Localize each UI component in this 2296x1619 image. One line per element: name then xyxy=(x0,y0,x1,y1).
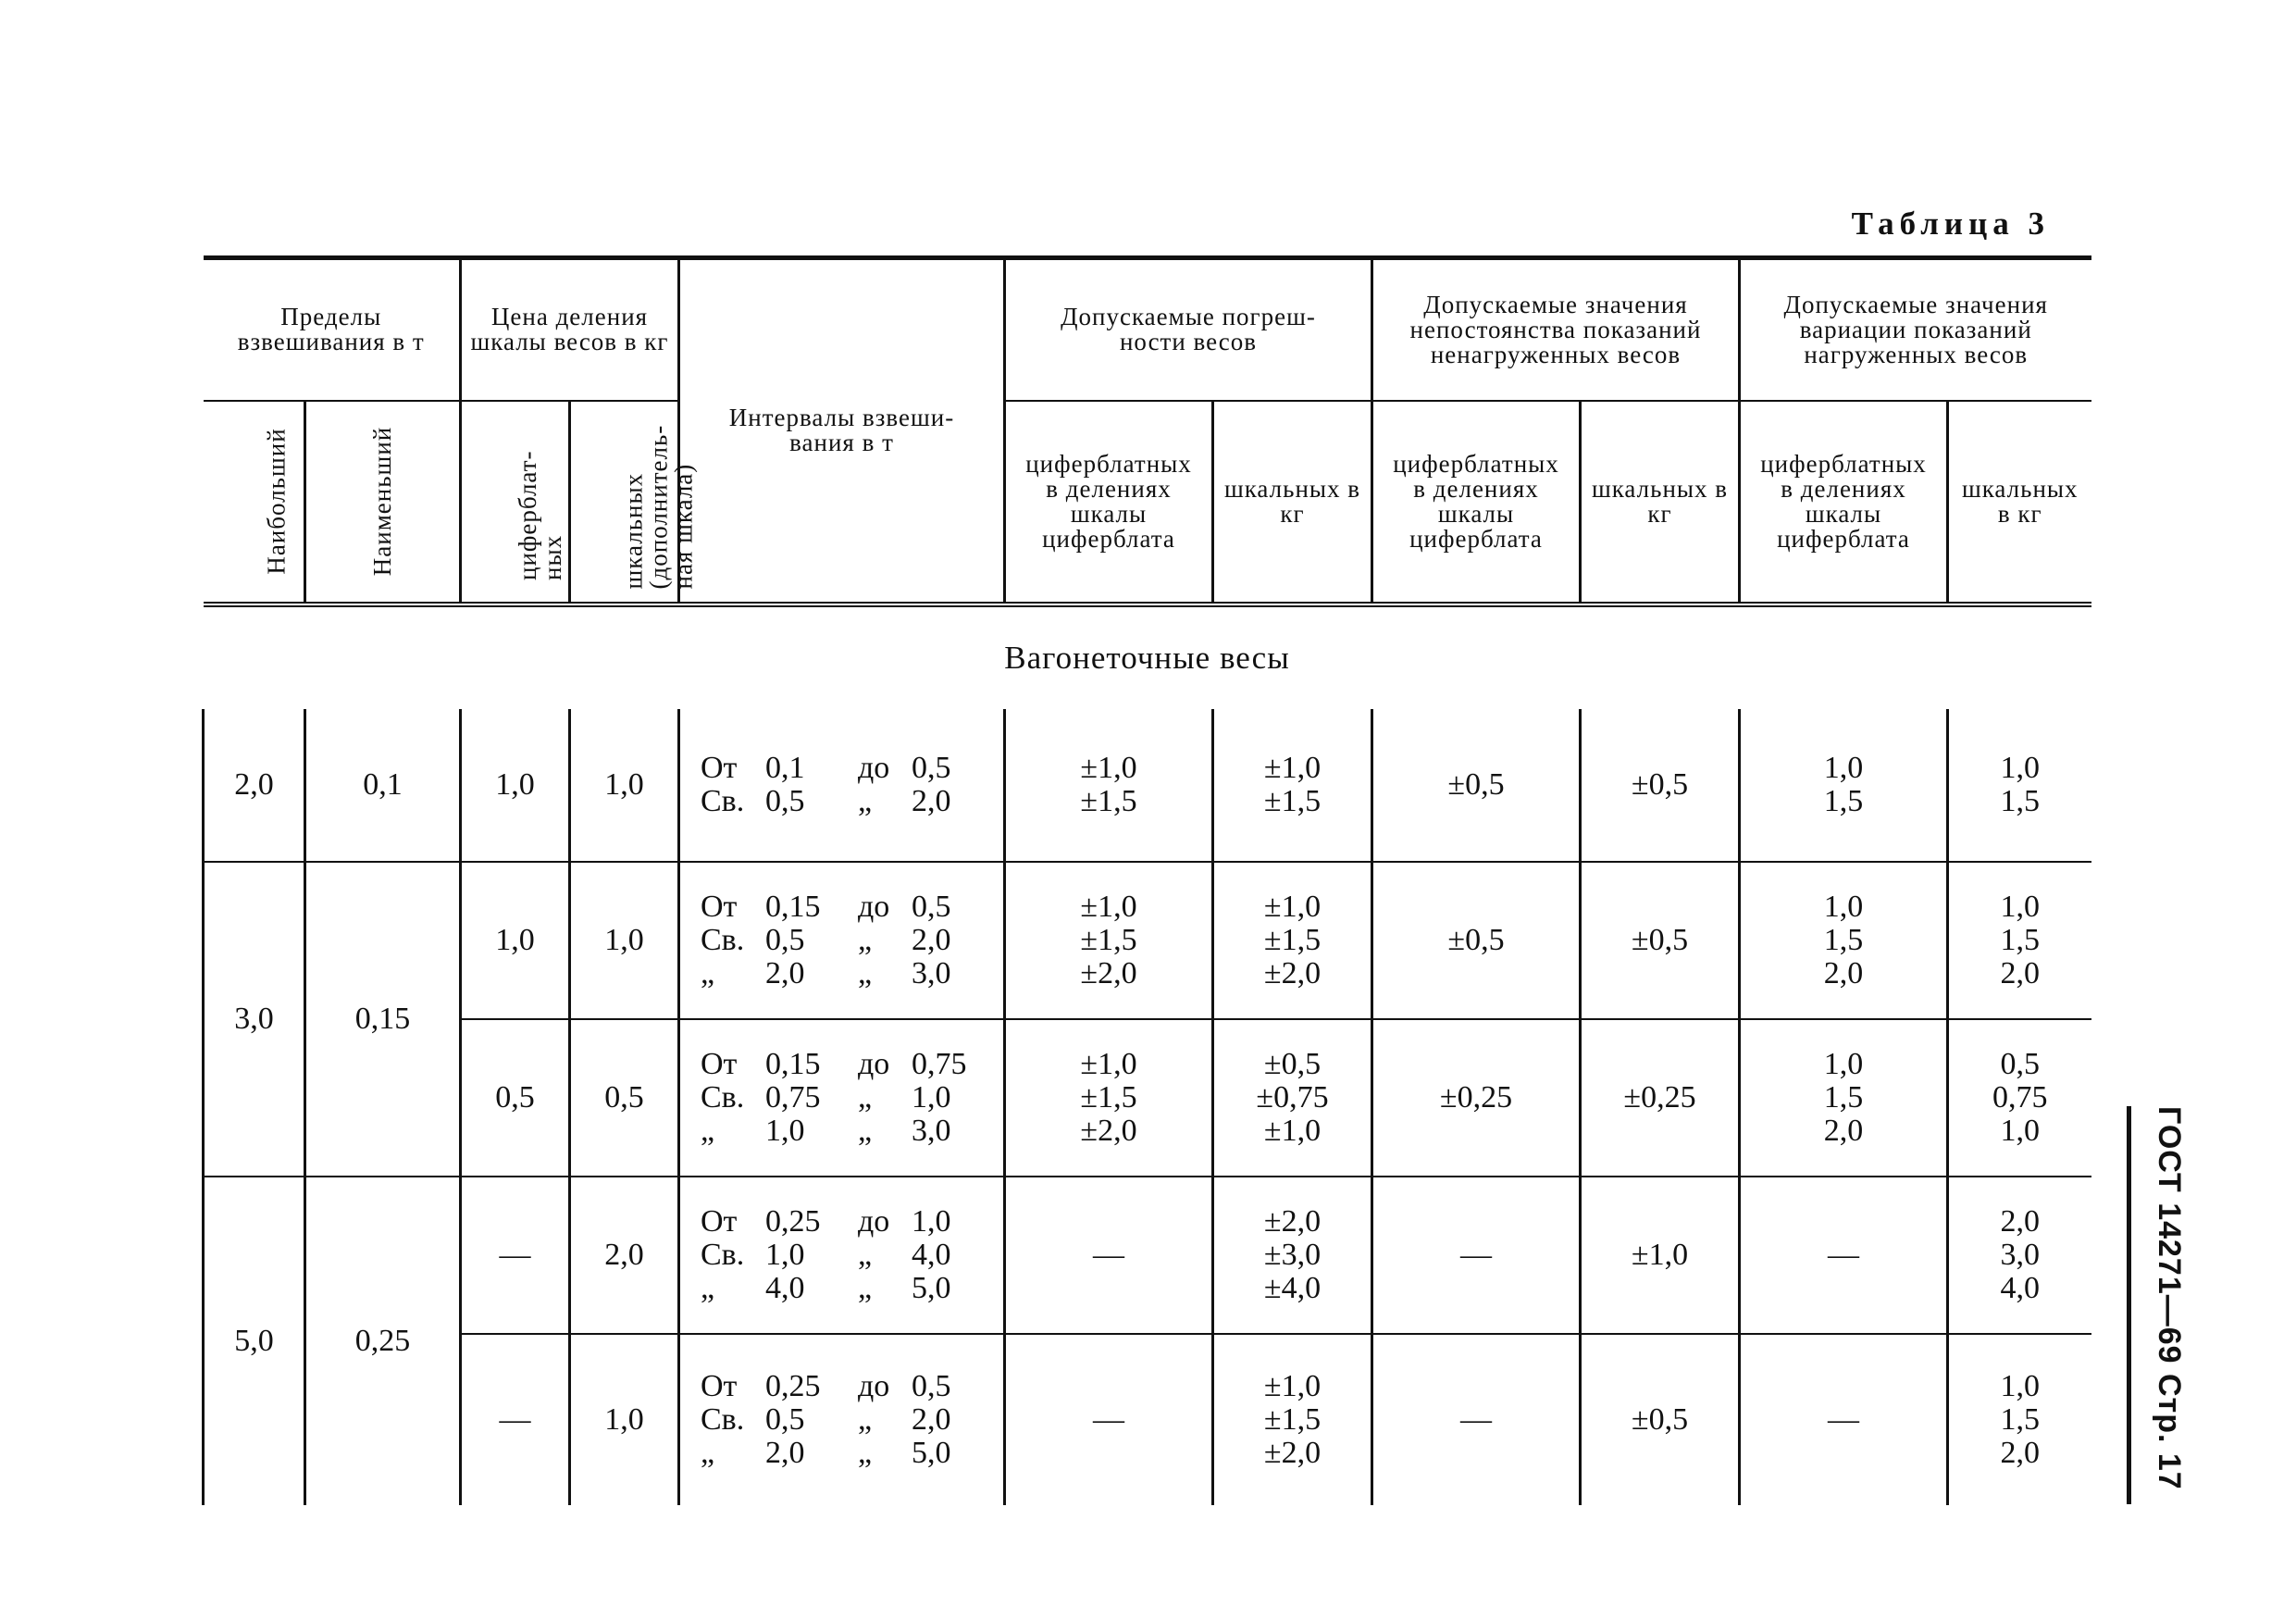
cell-var-scale-line: 1,5 xyxy=(2000,1401,2040,1437)
interval-part: 0,1 xyxy=(765,750,805,785)
cell-err-dial-line: ±2,0 xyxy=(1080,1113,1137,1148)
cell-var-scale-line: 1,0 xyxy=(2000,1113,2040,1148)
cell-var-dial xyxy=(1740,1019,1948,1177)
cell-err-scale-line: ±1,0 xyxy=(1263,1368,1322,1403)
cell-inc-dial: — xyxy=(1372,1177,1581,1334)
cell-err-scale xyxy=(1213,1177,1372,1334)
cell-inc-dial: ±0,25 xyxy=(1372,1019,1581,1177)
cell-inc-scale: ±0,5 xyxy=(1581,709,1740,862)
cell-var-dial-line: 1,0 xyxy=(1823,750,1864,785)
interval-part: „ xyxy=(858,922,873,957)
interval-part: „ xyxy=(858,955,873,990)
cell-err-dial xyxy=(1005,1177,1213,1334)
interval-part: 0,15 xyxy=(765,889,821,924)
interval-part: От xyxy=(701,1368,738,1403)
cell-var-dial-line: — xyxy=(1828,1401,1859,1437)
cell-var-scale xyxy=(1948,862,2091,1019)
cell-err-scale-line: ±2,0 xyxy=(1263,1435,1322,1470)
interval-line xyxy=(701,890,1003,924)
header-inc-dial: циферблатных в делениях шкалы циферблата xyxy=(1372,401,1581,604)
header-var-dial: циферблатных в делениях шкалы циферблата xyxy=(1740,401,1948,604)
cell-err-dial-line: ±1,5 xyxy=(1080,783,1137,818)
interval-part: „ xyxy=(858,1237,873,1272)
interval-part: 4,0 xyxy=(912,1237,951,1272)
cell-err-scale-line: ±0,5 xyxy=(1263,1046,1322,1081)
interval-part: От xyxy=(701,1046,738,1081)
interval-part: „ xyxy=(858,1079,873,1115)
cell-err-scale-line: ±3,0 xyxy=(1263,1237,1322,1272)
cell-var-dial xyxy=(1740,1177,1948,1334)
interval-part: 5,0 xyxy=(912,1270,951,1305)
section-title: Вагонеточные весы xyxy=(1004,639,1290,676)
interval-part: „ xyxy=(858,1270,873,1305)
interval-part: „ xyxy=(701,1270,715,1305)
interval-line xyxy=(701,957,1003,990)
interval-part: 0,5 xyxy=(765,1401,805,1437)
cell-err-scale-line: ±2,0 xyxy=(1263,1203,1322,1239)
cell-err-dial xyxy=(1005,1019,1213,1177)
cell-var-scale-line: 1,5 xyxy=(2000,783,2040,818)
cell-var-scale xyxy=(1948,1019,2091,1177)
cell-var-scale-line: 4,0 xyxy=(2000,1270,2040,1305)
interval-line xyxy=(701,924,1003,957)
cell-err-dial xyxy=(1005,709,1213,862)
cell-intervals xyxy=(679,1177,1005,1334)
cell-err-scale-line: ±2,0 xyxy=(1263,955,1322,990)
cell-max-limit: 3,0 xyxy=(204,862,305,1177)
cell-err-dial-line: — xyxy=(1093,1401,1124,1437)
cell-err-scale-line: ±1,0 xyxy=(1263,889,1322,924)
header-err-dial: циферблатных в делениях шкалы циферблата xyxy=(1005,401,1213,604)
table-row xyxy=(204,1177,2091,1334)
cell-var-dial-line: 1,5 xyxy=(1823,922,1864,957)
cell-div-dial: 1,0 xyxy=(461,862,570,1019)
cell-err-dial-line: ±1,0 xyxy=(1080,1046,1137,1081)
header-intervals: Интервалы взвеши-вания в т xyxy=(679,258,1005,604)
interval-part: Св. xyxy=(701,1237,745,1272)
cell-inc-scale: ±0,5 xyxy=(1581,1334,1740,1505)
cell-var-dial-line: 1,0 xyxy=(1823,889,1864,924)
cell-inc-dial: ±0,5 xyxy=(1372,709,1581,862)
cell-inc-dial: — xyxy=(1372,1334,1581,1505)
interval-part: до xyxy=(858,1203,890,1239)
cell-div-dial: 0,5 xyxy=(461,1019,570,1177)
interval-part: Св. xyxy=(701,783,745,818)
cell-div-scale: 0,5 xyxy=(570,1019,679,1177)
cell-err-scale-line: ±0,75 xyxy=(1256,1079,1329,1115)
cell-div-dial: — xyxy=(461,1177,570,1334)
interval-line xyxy=(701,1081,1003,1115)
cell-var-dial-line: 1,5 xyxy=(1823,783,1864,818)
header-max: Наибольший xyxy=(204,401,305,604)
cell-err-scale xyxy=(1213,1019,1372,1177)
weighing-limits-table xyxy=(202,255,2091,1505)
table-row xyxy=(204,709,2091,862)
interval-part: 0,5 xyxy=(765,783,805,818)
interval-part: Св. xyxy=(701,1401,745,1437)
cell-err-scale-line: ±1,5 xyxy=(1263,1401,1322,1437)
cell-err-scale-line: ±1,5 xyxy=(1263,783,1322,818)
interval-part: до xyxy=(858,750,890,785)
cell-err-dial xyxy=(1005,1334,1213,1505)
interval-part: „ xyxy=(858,783,873,818)
interval-part: до xyxy=(858,889,890,924)
header-inconsistency: Допускаемые значения непостоянства показаний ненагруженных весов xyxy=(1372,258,1740,401)
interval-part: 2,0 xyxy=(765,955,805,990)
page-side-label: ГОСТ 14271—69 Стр. 17 xyxy=(2127,1106,2187,1504)
interval-part: 4,0 xyxy=(765,1270,805,1305)
cell-div-dial: 1,0 xyxy=(461,709,570,862)
interval-part: „ xyxy=(701,1113,715,1148)
cell-err-dial-line: — xyxy=(1093,1237,1124,1272)
cell-err-scale-line: ±4,0 xyxy=(1263,1270,1322,1305)
interval-part: до xyxy=(858,1368,890,1403)
cell-var-dial-line: 1,5 xyxy=(1823,1079,1864,1115)
cell-var-scale-line: 1,0 xyxy=(2000,1368,2040,1403)
cell-var-scale-line: 2,0 xyxy=(2000,955,2040,990)
cell-var-scale xyxy=(1948,1177,2091,1334)
interval-part: 2,0 xyxy=(765,1435,805,1470)
cell-var-dial xyxy=(1740,1334,1948,1505)
cell-intervals xyxy=(679,1019,1005,1177)
interval-part: 0,5 xyxy=(912,750,951,785)
interval-line xyxy=(701,1370,1003,1403)
cell-min-limit: 0,1 xyxy=(305,709,461,862)
header-err-scale: шкальных в кг xyxy=(1213,401,1372,604)
cell-err-scale xyxy=(1213,862,1372,1019)
cell-min-limit: 0,25 xyxy=(305,1177,461,1505)
interval-part: От xyxy=(701,1203,738,1239)
interval-part: 0,75 xyxy=(765,1079,821,1115)
cell-intervals xyxy=(679,709,1005,862)
cell-err-dial-line: ±1,5 xyxy=(1080,922,1137,957)
cell-var-dial-line: 2,0 xyxy=(1823,955,1864,990)
cell-div-scale: 2,0 xyxy=(570,1177,679,1334)
cell-inc-scale: ±1,0 xyxy=(1581,1177,1740,1334)
interval-line xyxy=(701,785,1003,818)
header-errors: Допускаемые погреш-ности весов xyxy=(1005,258,1372,401)
cell-err-dial-line: ±1,0 xyxy=(1080,889,1137,924)
interval-line xyxy=(701,1437,1003,1470)
interval-part: 0,15 xyxy=(765,1046,821,1081)
cell-div-scale: 1,0 xyxy=(570,1334,679,1505)
cell-err-dial-line: ±2,0 xyxy=(1080,955,1137,990)
interval-part: 1,0 xyxy=(912,1079,951,1115)
interval-part: 2,0 xyxy=(912,922,951,957)
interval-line xyxy=(701,1115,1003,1148)
interval-part: „ xyxy=(701,955,715,990)
cell-div-scale: 1,0 xyxy=(570,862,679,1019)
interval-part: 5,0 xyxy=(912,1435,951,1470)
cell-div-dial: — xyxy=(461,1334,570,1505)
header-min: Наименьший xyxy=(305,401,461,604)
cell-err-scale-line: ±1,0 xyxy=(1263,750,1322,785)
cell-var-dial xyxy=(1740,862,1948,1019)
interval-part: 0,5 xyxy=(912,1368,951,1403)
cell-err-dial-line: ±1,0 xyxy=(1080,750,1137,785)
header-variation: Допускаемые значения вариации показаний нагруженных весов xyxy=(1740,258,2091,401)
interval-line xyxy=(701,752,1003,785)
interval-part: 2,0 xyxy=(912,1401,951,1437)
cell-var-scale-line: 0,5 xyxy=(2000,1046,2040,1081)
cell-err-scale-line: ±1,0 xyxy=(1263,1113,1322,1148)
interval-part: 3,0 xyxy=(912,1113,951,1148)
interval-line xyxy=(701,1048,1003,1081)
cell-div-scale: 1,0 xyxy=(570,709,679,862)
header-inc-scale: шкальных в кг xyxy=(1581,401,1740,604)
cell-var-dial-line: 1,0 xyxy=(1823,1046,1864,1081)
cell-err-scale xyxy=(1213,1334,1372,1505)
table-row xyxy=(204,1019,2091,1177)
cell-var-scale-line: 2,0 xyxy=(2000,1435,2040,1470)
interval-part: „ xyxy=(858,1401,873,1437)
cell-var-scale-line: 1,0 xyxy=(2000,750,2040,785)
cell-var-dial-line: — xyxy=(1828,1237,1859,1272)
interval-line xyxy=(701,1205,1003,1239)
interval-part: От xyxy=(701,750,738,785)
table-title: Таблица 3 xyxy=(1851,205,2050,242)
cell-var-scale-line: 1,5 xyxy=(2000,922,2040,957)
interval-part: „ xyxy=(701,1435,715,1470)
header-limits: Пределы взвешивания в т xyxy=(204,258,461,401)
table-row xyxy=(204,1334,2091,1505)
cell-var-scale-line: 1,0 xyxy=(2000,889,2040,924)
header-div-dial: циферблат-ных xyxy=(461,401,570,604)
cell-var-scale-line: 3,0 xyxy=(2000,1237,2040,1272)
interval-part: „ xyxy=(858,1113,873,1148)
interval-part: Св. xyxy=(701,922,745,957)
interval-part: 1,0 xyxy=(765,1237,805,1272)
interval-part: 0,5 xyxy=(912,889,951,924)
interval-part: 0,5 xyxy=(765,922,805,957)
cell-inc-scale: ±0,5 xyxy=(1581,862,1740,1019)
cell-err-dial-line: ±1,5 xyxy=(1080,1079,1137,1115)
interval-part: 3,0 xyxy=(912,955,951,990)
cell-var-dial xyxy=(1740,709,1948,862)
interval-line xyxy=(701,1403,1003,1437)
cell-err-scale-line: ±1,5 xyxy=(1263,922,1322,957)
interval-line xyxy=(701,1272,1003,1305)
interval-part: до xyxy=(858,1046,890,1081)
cell-intervals xyxy=(679,1334,1005,1505)
cell-var-dial-line: 2,0 xyxy=(1823,1113,1864,1148)
header-var-scale: шкальных в кг xyxy=(1948,401,2091,604)
interval-part: 0,25 xyxy=(765,1203,821,1239)
cell-min-limit: 0,15 xyxy=(305,862,461,1177)
interval-line xyxy=(701,1239,1003,1272)
interval-part: От xyxy=(701,889,738,924)
cell-inc-dial: ±0,5 xyxy=(1372,862,1581,1019)
cell-var-scale-line: 2,0 xyxy=(2000,1203,2040,1239)
interval-part: 2,0 xyxy=(912,783,951,818)
cell-max-limit: 5,0 xyxy=(204,1177,305,1505)
header-div-scale: шкальных (дополнитель-ная шкала) xyxy=(570,401,679,604)
interval-part: 1,0 xyxy=(912,1203,951,1239)
cell-inc-scale: ±0,25 xyxy=(1581,1019,1740,1177)
interval-part: 1,0 xyxy=(765,1113,805,1148)
interval-part: „ xyxy=(858,1435,873,1470)
interval-part: 0,25 xyxy=(765,1368,821,1403)
table-row xyxy=(204,862,2091,1019)
cell-var-scale-line: 0,75 xyxy=(1992,1079,2048,1115)
interval-part: 0,75 xyxy=(912,1046,967,1081)
cell-err-dial xyxy=(1005,862,1213,1019)
header-division: Цена деления шкалы весов в кг xyxy=(461,258,679,401)
interval-part: Св. xyxy=(701,1079,745,1115)
cell-var-scale xyxy=(1948,709,2091,862)
cell-err-scale xyxy=(1213,709,1372,862)
cell-var-scale xyxy=(1948,1334,2091,1505)
cell-intervals xyxy=(679,862,1005,1019)
cell-max-limit: 2,0 xyxy=(204,709,305,862)
